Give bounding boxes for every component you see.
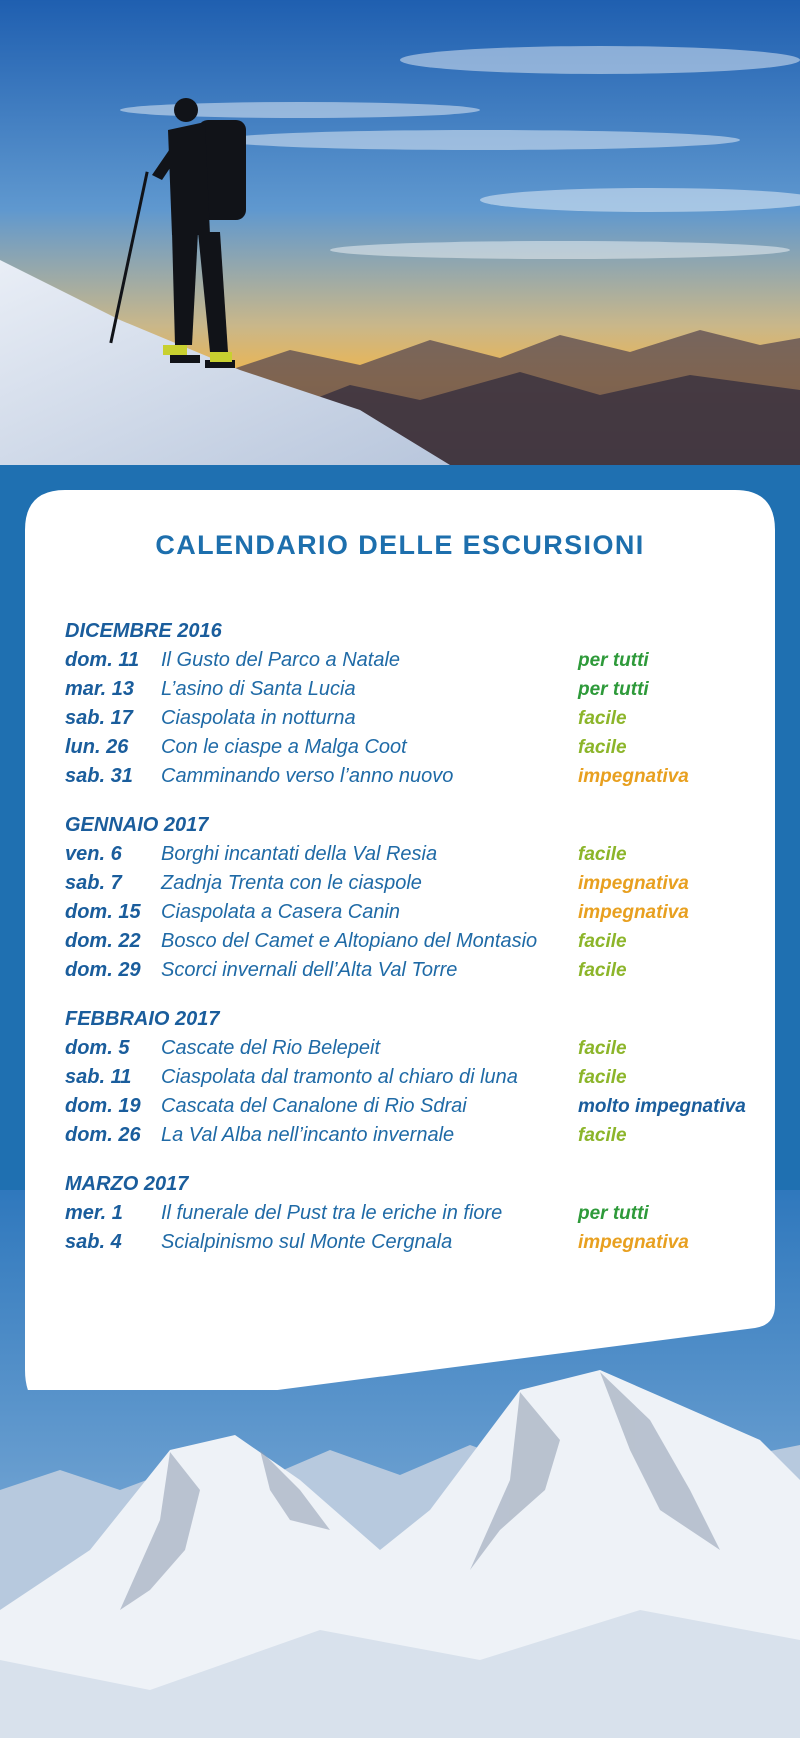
month-heading: GENNAIO 2017 (65, 814, 209, 836)
event-date: dom. 11 (65, 649, 140, 671)
event-row (65, 675, 765, 704)
difficulty-label: facile (578, 737, 627, 758)
month-heading: FEBBRAIO 2017 (65, 1008, 220, 1030)
difficulty-label: impegnativa (578, 1232, 689, 1253)
difficulty-label: facile (578, 1067, 627, 1088)
difficulty-label: facile (578, 960, 627, 981)
event-date: sab. 31 (65, 765, 133, 787)
event-name: Zadnja Trenta con le ciaspole (161, 872, 422, 894)
hiker-sunset-photo (0, 0, 800, 465)
difficulty-label: impegnativa (578, 902, 689, 923)
event-date: sab. 7 (65, 872, 122, 894)
difficulty-label: molto impegnativa (578, 1096, 746, 1117)
difficulty-label: facile (578, 708, 627, 729)
event-name: Ciaspolata dal tramonto al chiaro di luna (161, 1066, 518, 1088)
month-heading: DICEMBRE 2016 (65, 620, 222, 642)
event-row (65, 1092, 765, 1121)
event-date: sab. 11 (65, 1066, 132, 1088)
event-date: ven. 6 (65, 843, 122, 865)
event-date: dom. 22 (65, 930, 141, 952)
difficulty-label: per tutti (578, 679, 649, 700)
event-row (65, 704, 765, 733)
event-row (65, 869, 765, 898)
event-date: lun. 26 (65, 736, 129, 758)
event-name: Cascate del Rio Belepeit (161, 1037, 381, 1059)
event-row (65, 762, 765, 791)
month-section (65, 617, 765, 791)
event-date: dom. 15 (65, 901, 141, 923)
event-row (65, 956, 765, 985)
events-list (65, 617, 765, 1257)
event-name: Con le ciaspe a Malga Coot (161, 736, 407, 758)
difficulty-label: facile (578, 844, 627, 865)
event-row (65, 840, 765, 869)
event-name: Scorci invernali dell’Alta Val Torre (161, 959, 458, 981)
difficulty-label: per tutti (578, 1203, 649, 1224)
event-name: La Val Alba nell’incanto invernale (161, 1124, 455, 1146)
event-row (65, 1063, 765, 1092)
month-section (65, 1170, 765, 1257)
event-name: Bosco del Camet e Altopiano del Montasio (161, 930, 538, 952)
event-row (65, 898, 765, 927)
difficulty-label: impegnativa (578, 873, 689, 894)
event-date: sab. 17 (65, 707, 133, 729)
event-date: mer. 1 (65, 1202, 123, 1224)
month-section (65, 1005, 765, 1150)
event-name: Scialpinismo sul Monte Cergnala (161, 1231, 453, 1253)
event-name: Camminando verso l’anno nuovo (161, 765, 454, 787)
event-name: L’asino di Santa Lucia (161, 678, 356, 700)
event-row (65, 1034, 765, 1063)
difficulty-label: facile (578, 1038, 627, 1059)
event-row (65, 927, 765, 956)
event-row (65, 733, 765, 762)
event-row (65, 1228, 765, 1257)
event-row (65, 1199, 765, 1228)
difficulty-label: per tutti (578, 650, 649, 671)
event-date: dom. 5 (65, 1037, 130, 1059)
event-row (65, 646, 765, 675)
month-section (65, 811, 765, 985)
event-date: mar. 13 (65, 678, 134, 700)
page-title: CALENDARIO DELLE ESCURSIONI (155, 530, 645, 560)
event-name: Borghi incantati della Val Resia (161, 843, 438, 865)
event-name: Il funerale del Pust tra le eriche in fiore (161, 1202, 503, 1224)
event-date: dom. 19 (65, 1095, 141, 1117)
event-name: Ciaspolata in notturna (161, 707, 356, 729)
difficulty-label: facile (578, 931, 627, 952)
difficulty-label: impegnativa (578, 766, 689, 787)
event-date: dom. 29 (65, 959, 141, 981)
event-date: dom. 26 (65, 1124, 141, 1146)
event-row (65, 1121, 765, 1150)
event-date: sab. 4 (65, 1231, 122, 1253)
event-name: Il Gusto del Parco a Natale (161, 649, 401, 671)
event-name: Ciaspolata a Casera Canin (161, 901, 401, 923)
event-name: Cascata del Canalone di Rio Sdrai (161, 1095, 467, 1117)
month-heading: MARZO 2017 (65, 1173, 189, 1195)
calendar-card (25, 490, 775, 1390)
difficulty-label: facile (578, 1125, 627, 1146)
